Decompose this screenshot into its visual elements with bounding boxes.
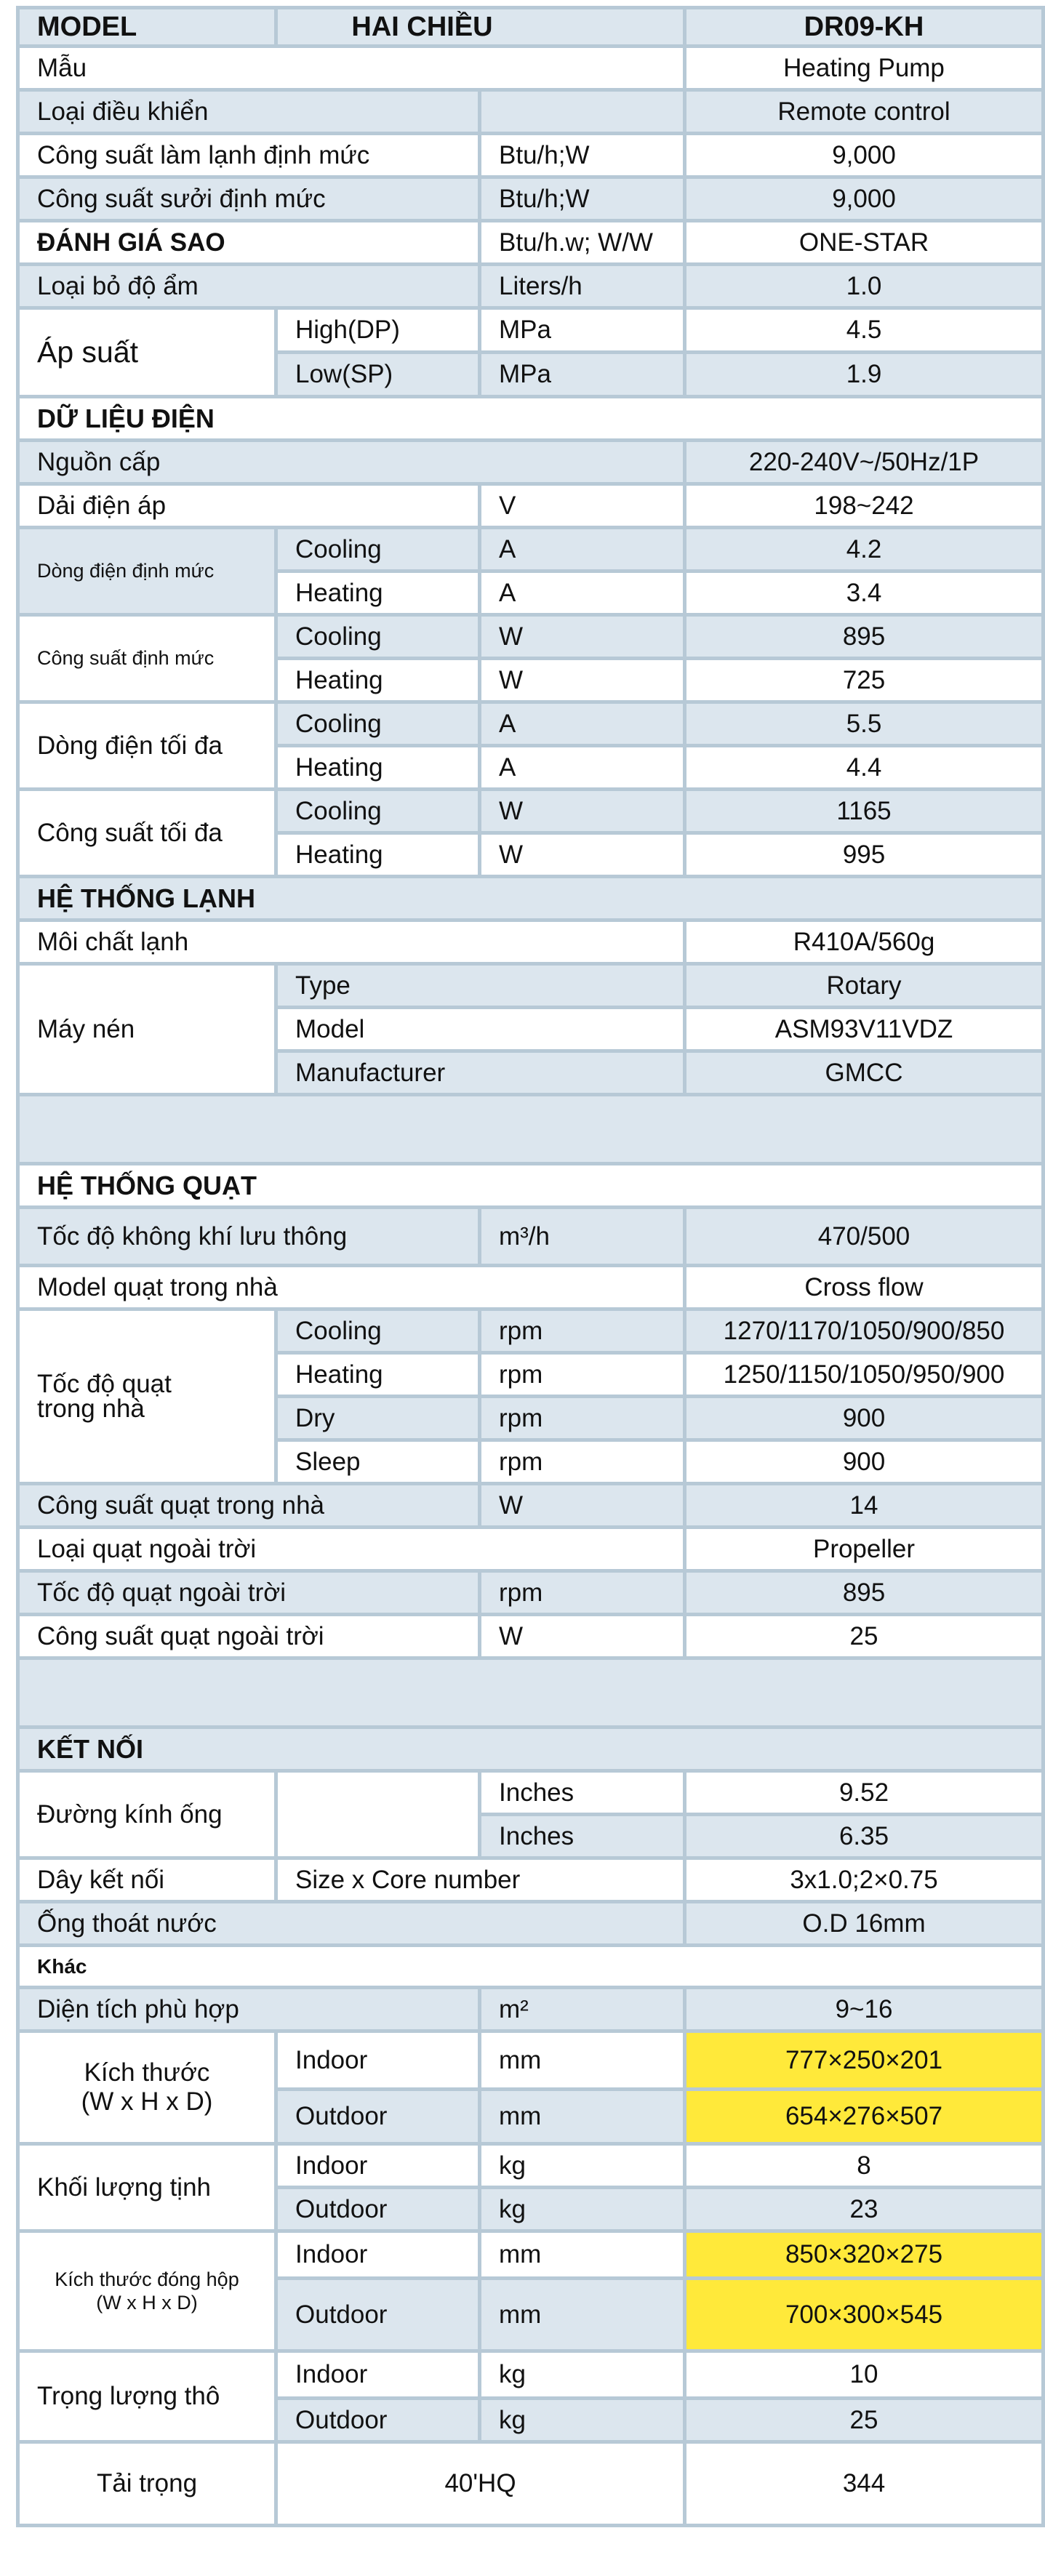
header-row [18,8,1044,47]
label: Tốc độ quạt trong nhà [18,1309,276,1484]
value: 900 [685,1397,1044,1440]
label: Công suất quạt ngoài trời [18,1615,480,1658]
spacer-row [18,1095,1044,1164]
value: 8 [685,2144,1044,2188]
value: 9,000 [685,134,1044,177]
unit: W [480,1484,685,1528]
value: 1.0 [685,265,1044,308]
section-electrical [18,397,1044,441]
row-rated-current-cooling [18,528,1044,571]
unit: Inches [480,1815,685,1858]
unit: rpm [480,1571,685,1615]
row-outdoor-fan-type [18,1528,1044,1571]
value: 1270/1170/1050/900/850 [685,1309,1044,1353]
package-label [18,2231,276,2351]
sub: Cooling [276,1309,480,1353]
empty-cell [276,1771,480,1858]
row-dehumidification [18,265,1044,308]
row-star-rating [18,221,1044,265]
row-pressure-high [18,308,1044,353]
row-mau [18,47,1044,90]
label: Công suất sưởi định mức [18,177,480,221]
row-rated-power-cooling [18,615,1044,659]
sub: Type [276,964,685,1008]
value: 3x1.0;2×0.75 [685,1858,1044,1902]
row-dimensions-indoor [18,2031,1044,2090]
sub: Heating [276,746,480,790]
value: 9.52 [685,1771,1044,1815]
value: 850×320×275 [685,2231,1044,2279]
sub: Indoor [276,2144,480,2188]
value: R410A/560g [685,920,1044,964]
label: Loại quạt ngoài trời [18,1528,685,1571]
value: 10 [685,2351,1044,2399]
row-area [18,1988,1044,2031]
value: 198~242 [685,484,1044,528]
row-refrigerant [18,920,1044,964]
value: 4.4 [685,746,1044,790]
value: 9~16 [685,1988,1044,2031]
sub: Size x Core number [276,1858,685,1902]
unit: rpm [480,1309,685,1353]
row-package-indoor [18,2231,1044,2279]
unit: mm [480,2279,685,2351]
sub: Model [276,1008,685,1051]
row-airflow [18,1208,1044,1266]
unit: A [480,702,685,746]
value: Heating Pump [685,47,1044,90]
row-indoor-fan-model [18,1266,1044,1309]
value: 895 [685,615,1044,659]
value: 895 [685,1571,1044,1615]
value: 470/500 [685,1208,1044,1266]
sub: Cooling [276,790,480,833]
unit [480,90,685,134]
value: 1165 [685,790,1044,833]
label: Dải điện áp [18,484,480,528]
unit: mm [480,2090,685,2144]
sub: Manufacturer [276,1051,685,1095]
section-other [18,1946,1044,1988]
unit: Btu/h.w; W/W [480,221,685,265]
spacer-row [18,1658,1044,1728]
value: 9,000 [685,177,1044,221]
unit: mm [480,2031,685,2090]
unit: Liters/h [480,265,685,308]
unit: kg [480,2399,685,2442]
header-type: HAI CHIỀU [276,8,685,47]
label: Loại bỏ độ ẩm [18,265,480,308]
label: Áp suất [18,308,276,397]
unit: W [480,790,685,833]
sub: Cooling [276,528,480,571]
unit: rpm [480,1397,685,1440]
value: 344 [685,2442,1044,2526]
value: 23 [685,2188,1044,2231]
value: Cross flow [685,1266,1044,1309]
value: GMCC [685,1051,1044,1095]
unit: kg [480,2144,685,2188]
sub: Indoor [276,2351,480,2399]
row-cable [18,1858,1044,1902]
row-loading [18,2442,1044,2526]
spacer [18,1095,1044,1164]
unit: A [480,571,685,615]
sub: Indoor [276,2231,480,2279]
sub: Cooling [276,615,480,659]
row-cooling-capacity [18,134,1044,177]
header-model-code: DR09-KH [685,8,1044,47]
label: Dòng điện định mức [18,528,276,615]
sub: Outdoor [276,2188,480,2231]
label-line2: (W x H x D) [96,2292,198,2314]
label: Công suất làm lạnh định mức [18,134,480,177]
section-title: KẾT NỐI [18,1728,1044,1771]
value: 5.5 [685,702,1044,746]
section-title: HỆ THỐNG QUẠT [18,1164,1044,1208]
unit: kg [480,2188,685,2231]
sub: Heating [276,659,480,702]
value: 3.4 [685,571,1044,615]
section-title: Khác [18,1946,1044,1988]
label: Mẫu [18,47,685,90]
spacer [18,1658,1044,1728]
unit: Btu/h;W [480,177,685,221]
value: Remote control [685,90,1044,134]
label: Tải trọng [18,2442,276,2526]
label-line2: (W x H x D) [81,2087,213,2116]
value: Rotary [685,964,1044,1008]
label: Máy nén [18,964,276,1095]
unit: W [480,1615,685,1658]
unit: mm [480,2231,685,2279]
unit: rpm [480,1440,685,1484]
sub: Cooling [276,702,480,746]
value: ONE-STAR [685,221,1044,265]
value: Propeller [685,1528,1044,1571]
spec-table [16,6,1045,2527]
dimensions-label [18,2031,276,2144]
value: 6.35 [685,1815,1044,1858]
label-line1: Kích thước đóng hộp [55,2268,239,2290]
row-voltage-range [18,484,1044,528]
label: Loại điều khiển [18,90,480,134]
label-line1: Kích thước [84,2058,210,2087]
label: Nguồn cấp [18,441,685,484]
value: 4.2 [685,528,1044,571]
label: Dây kết nối [18,1858,276,1902]
label: Khối lượng tịnh [18,2144,276,2231]
header-model: MODEL [18,8,276,47]
label: Môi chất lạnh [18,920,685,964]
row-control [18,90,1044,134]
sub: Heating [276,1353,480,1397]
sub: High(DP) [276,308,480,353]
value: 220-240V~/50Hz/1P [685,441,1044,484]
label: Công suất định mức [18,615,276,702]
value: 654×276×507 [685,2090,1044,2144]
sub: 40'HQ [276,2442,685,2526]
row-max-power-cooling [18,790,1044,833]
value: 725 [685,659,1044,702]
unit: rpm [480,1353,685,1397]
unit: A [480,746,685,790]
unit: W [480,659,685,702]
unit: kg [480,2351,685,2399]
unit: m² [480,1988,685,2031]
row-drain [18,1902,1044,1946]
row-outdoor-fan-speed [18,1571,1044,1615]
row-max-current-cooling [18,702,1044,746]
sub: Outdoor [276,2090,480,2144]
section-connection [18,1728,1044,1771]
section-fan [18,1164,1044,1208]
sub: Outdoor [276,2279,480,2351]
label: Công suất tối đa [18,790,276,877]
value: 1250/1150/1050/950/900 [685,1353,1044,1397]
section-title: DỮ LIỆU ĐIỆN [18,397,1044,441]
sub: Sleep [276,1440,480,1484]
row-heating-capacity [18,177,1044,221]
unit: W [480,615,685,659]
value: 1.9 [685,353,1044,397]
unit: Inches [480,1771,685,1815]
sub: Dry [276,1397,480,1440]
sub: Indoor [276,2031,480,2090]
label: Ống thoát nước [18,1902,685,1946]
unit: MPa [480,353,685,397]
label: Model quạt trong nhà [18,1266,685,1309]
row-net-weight-indoor [18,2144,1044,2188]
row-gross-weight-indoor [18,2351,1044,2399]
value: 4.5 [685,308,1044,353]
value: 25 [685,2399,1044,2442]
value: ASM93V11VDZ [685,1008,1044,1051]
row-power-supply [18,441,1044,484]
unit: W [480,833,685,877]
label: Tốc độ không khí lưu thông [18,1208,480,1266]
unit: m³/h [480,1208,685,1266]
label: Đường kính ống [18,1771,276,1858]
row-compressor-type [18,964,1044,1008]
label: Diện tích phù hợp [18,1988,480,2031]
value: 25 [685,1615,1044,1658]
row-pipe-1 [18,1771,1044,1815]
label: Tốc độ quạt ngoài trời [18,1571,480,1615]
section-refrigeration [18,877,1044,920]
sub: Low(SP) [276,353,480,397]
row-outdoor-fan-power [18,1615,1044,1658]
label: Dòng điện tối đa [18,702,276,790]
row-indoor-fan-power [18,1484,1044,1528]
sub: Heating [276,571,480,615]
label: Trọng lượng thô [18,2351,276,2442]
value: 14 [685,1484,1044,1528]
section-title: HỆ THỐNG LẠNH [18,877,1044,920]
sub: Outdoor [276,2399,480,2442]
value: 777×250×201 [685,2031,1044,2090]
row-indoor-speed-cooling [18,1309,1044,1353]
label: ĐÁNH GIÁ SAO [18,221,480,265]
label: Công suất quạt trong nhà [18,1484,480,1528]
value: 995 [685,833,1044,877]
sub: Heating [276,833,480,877]
unit: A [480,528,685,571]
value: 900 [685,1440,1044,1484]
value: 700×300×545 [685,2279,1044,2351]
unit: MPa [480,308,685,353]
unit: Btu/h;W [480,134,685,177]
value: O.D 16mm [685,1902,1044,1946]
unit: V [480,484,685,528]
